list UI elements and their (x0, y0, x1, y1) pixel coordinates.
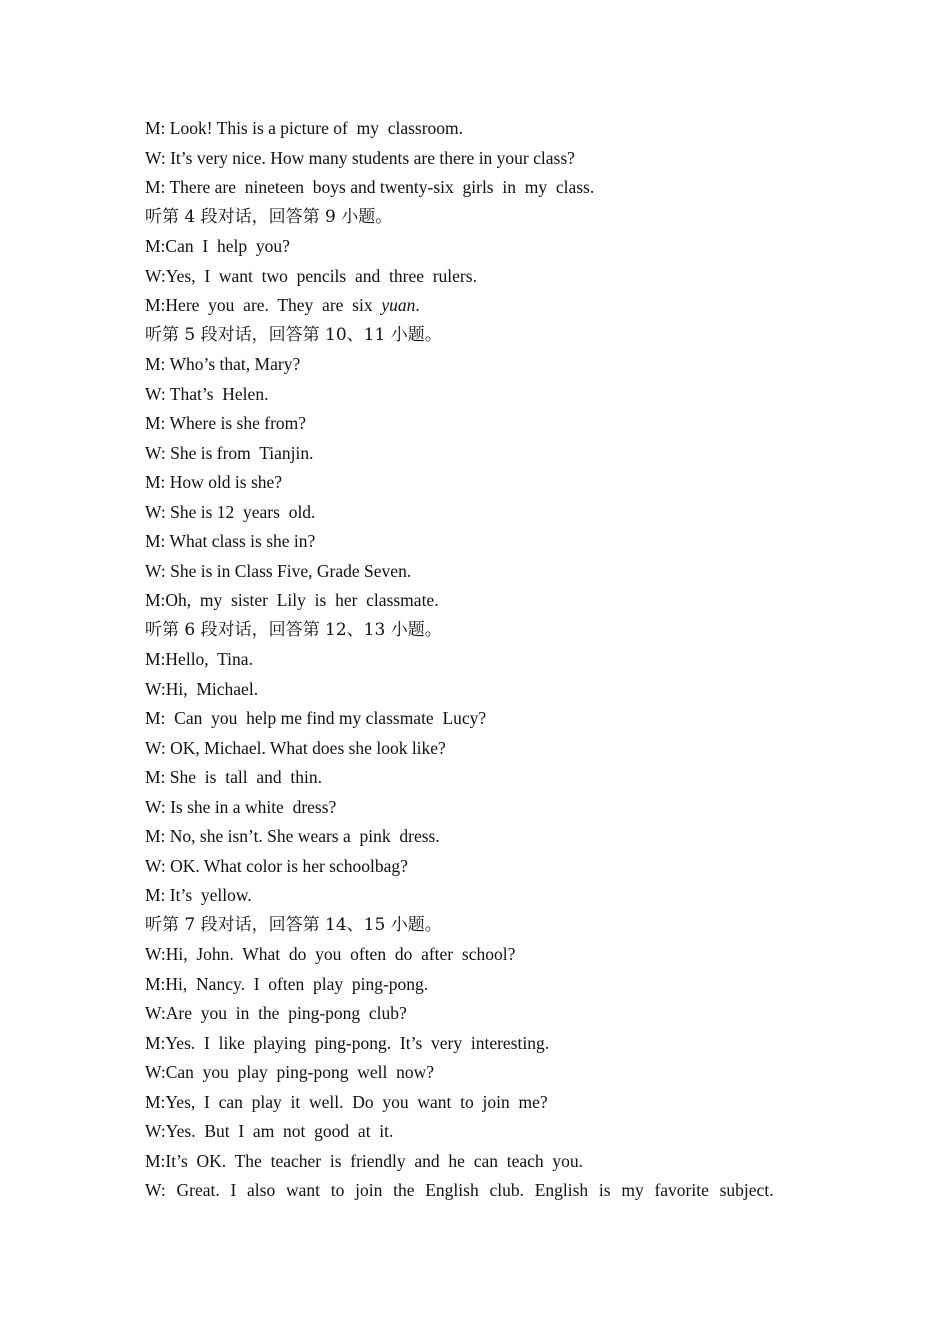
dialogue-line: M: Look! This is a picture of my classroom. (145, 118, 464, 138)
dialogue-line: M: How old is she? (145, 472, 283, 492)
dialogue-line: M: Who’s that, Mary? (145, 354, 301, 374)
dialogue-line: W: Great. I also want to join the English club. English is my favorite subject. (145, 1180, 774, 1200)
dialogue-line: W:Yes. But I am not good at it. (145, 1121, 394, 1141)
dialogue-line: W:Yes, I want two pencils and three rulers. (145, 265, 477, 286)
dialogue-line: W:Can you play ping-pong well now? (145, 1062, 435, 1082)
dialogue-line: W: It’s very nice. How many students are there in your class? (145, 147, 575, 168)
dialogue-line: W:Hi, Michael. (145, 678, 259, 699)
dialogue-line: M: No, she isn’t. She wears a pink dress. (145, 826, 440, 846)
dialogue-line: W:Hi, John. What do you often do after school? (145, 944, 516, 964)
dialogue-line: W: That’s Helen. (145, 383, 269, 404)
section-heading: 听第 4 段对话，回答第 9 小题。 (145, 206, 393, 227)
dialogue-line: M: It’s yellow. (145, 885, 252, 905)
dialogue-line: M:Yes, I can play it well. Do you want to join me? (145, 1091, 548, 1112)
section-heading: 听第 5 段对话，回答第 10、11 小题。 (145, 324, 442, 345)
dialogue-line: M:Yes. I like playing ping-pong. It’s very interesting. (145, 1032, 550, 1053)
dialogue-text: . (415, 295, 420, 315)
dialogue-line: W: She is from Tianjin. (145, 442, 314, 463)
dialogue-line: W: She is in Class Five, Grade Seven. (145, 560, 412, 581)
dialogue-line: M: Where is she from? (145, 413, 307, 433)
italic-word: yuan (381, 295, 416, 315)
section-heading: 听第 7 段对话，回答第 14、15 小题。 (145, 914, 442, 935)
dialogue-line: M:Oh, my sister Lily is her classmate. (145, 590, 439, 610)
dialogue-line: W: She is 12 years old. (145, 501, 316, 522)
dialogue-line: M: Can you help me find my classmate Lucy? (145, 708, 487, 728)
dialogue-line: W: OK. What color is her schoolbag? (145, 855, 408, 876)
dialogue-line: M:Hello, Tina. (145, 649, 253, 669)
dialogue-line: M:Can I help you? (145, 236, 290, 256)
transcript (145, 114, 805, 1206)
dialogue-line: M: There are nineteen boys and twenty-six girls in my class. (145, 177, 595, 197)
dialogue-line: M: She is tall and thin. (145, 767, 322, 787)
dialogue-line (145, 291, 805, 321)
dialogue-line: M:Hi, Nancy. I often play ping-pong. (145, 973, 429, 994)
dialogue-line: W: Is she in a white dress? (145, 796, 337, 817)
section-heading: 听第 6 段对话，回答第 12、13 小题。 (145, 619, 442, 640)
dialogue-line: W:Are you in the ping-pong club? (145, 1003, 407, 1023)
dialogue-line: W: OK, Michael. What does she look like? (145, 737, 446, 758)
dialogue-line: M: What class is she in? (145, 531, 316, 551)
dialogue-line: M:It’s OK. The teacher is friendly and he can teach you. (145, 1150, 584, 1171)
dialogue-text: M:Here you are. They are six (145, 295, 382, 315)
